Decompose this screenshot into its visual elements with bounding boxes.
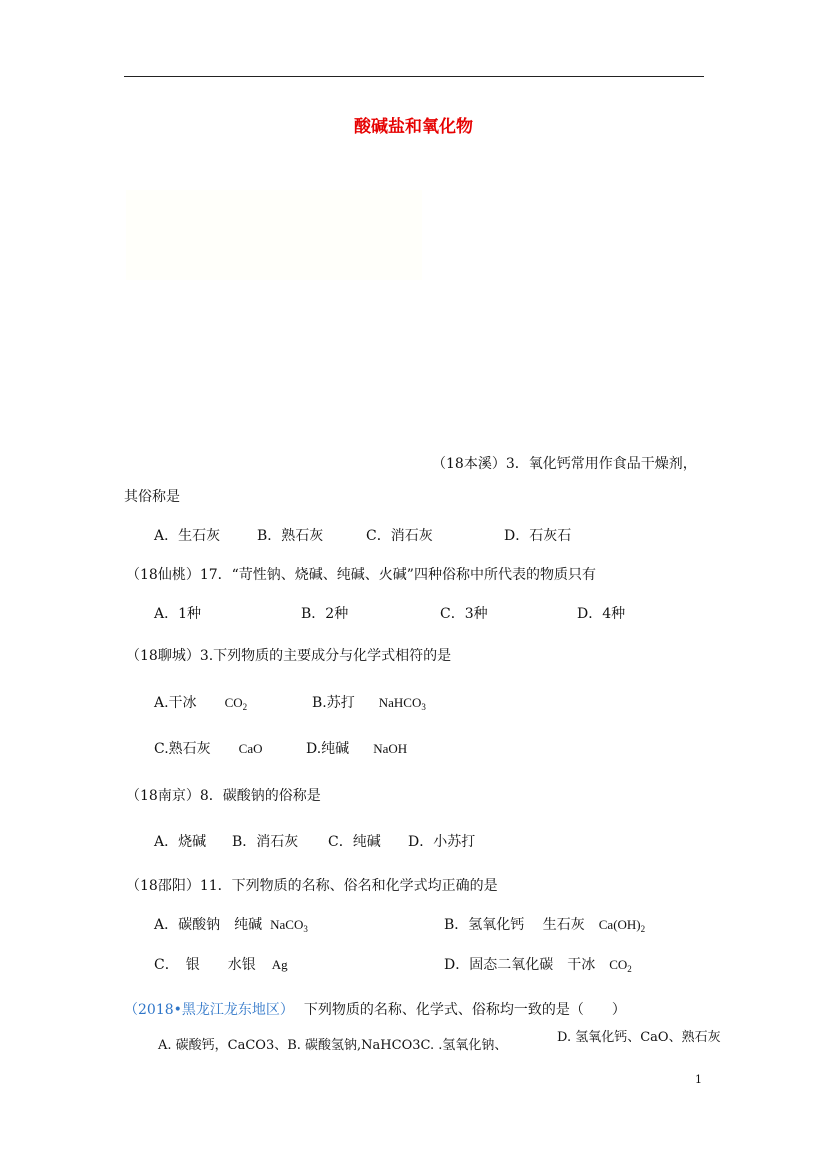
q4-option-d: D．小苏打 (408, 834, 476, 850)
q6-option-d: D. 氢氧化钙、CaO、熟石灰 (557, 1030, 721, 1045)
q5-option-b-formula: $Ca(OH)_2$ (598, 917, 646, 934)
q3-option-a-formula: $CO_2$ (224, 695, 248, 712)
q2-option-d: D．4种 (577, 606, 626, 622)
q5-option-c (154, 954, 288, 974)
q5-option-c-label: C． 银 水银 (154, 957, 256, 973)
q5-option-d (444, 954, 632, 974)
q4-stem: （18南京）8．碳酸钠的俗称是 (126, 788, 321, 804)
q6-options-abc: A. 碳酸钙，CaCO3、B. 碳酸氢钠,NaHCO3C. .氢氧化钠、 (158, 1038, 508, 1053)
q3-option-b-formula: NaHCO$_3$ (378, 695, 426, 712)
header-rule (124, 76, 704, 77)
q4-option-b: B．消石灰 (232, 834, 299, 850)
q3-option-b-label: B.苏打 (312, 695, 355, 711)
q5-option-b-label: B．氢氧化钙 生石灰 (444, 917, 585, 933)
q3-stem: （18聊城）3.下列物质的主要成分与化学式相符的是 (126, 648, 452, 664)
q5-option-a-label: A．碳酸钠 纯碱 (154, 917, 263, 933)
q2-option-a: A．1种 (154, 606, 202, 622)
q3-option-a-label: A.干冰 (154, 695, 197, 711)
q6-stem-line (124, 999, 626, 1019)
q1-option-a: A．生石灰 (154, 528, 221, 544)
q3-option-d-label: D.纯碱 (306, 741, 350, 757)
q5-option-d-label: D．固态二氧化碳 干冰 (444, 957, 596, 973)
q4-option-c: C．纯碱 (328, 834, 381, 850)
q5-option-d-formula: $CO_2$ (609, 957, 632, 974)
q1-option-c: C．消石灰 (366, 528, 433, 544)
q1-option-d: D．石灰石 (504, 528, 572, 544)
q3-option-d-formula: NaOH (373, 741, 408, 756)
q1-option-b: B．熟石灰 (257, 528, 324, 544)
q3-option-b (312, 692, 426, 712)
q4-option-a: A．烧碱 (154, 834, 207, 850)
q3-option-c (154, 738, 263, 758)
page-number: 1 (695, 1073, 702, 1086)
page-title: 酸碱盐和氧化物 (354, 117, 473, 137)
q2-option-c: C．3种 (440, 606, 488, 622)
q5-stem: （18邵阳）11．下列物质的名称、俗名和化学式均正确的是 (126, 878, 498, 894)
q5-option-b (444, 914, 645, 934)
q5-option-a (154, 914, 308, 934)
q5-option-c-formula: Ag (271, 957, 288, 972)
faint-image-area (126, 190, 422, 280)
q2-stem: （18仙桃）17．“苛性钠、烧碱、纯碱、火碱”四种俗称中所代表的物质只有 (126, 567, 596, 583)
q6-source-link[interactable]: （2018•黑龙江龙东地区） (124, 1002, 294, 1018)
q3-option-c-formula: CaO (238, 741, 263, 756)
q3-option-c-label: C.熟石灰 (154, 741, 211, 757)
q3-option-a (154, 692, 247, 712)
q6-stem: 下列物质的名称、化学式、俗称均一致的是（ ） (303, 1002, 626, 1018)
q3-option-d (306, 738, 407, 758)
q5-option-a-formula: NaCO$_3$ (270, 917, 308, 934)
q1-stem-part2: 其俗称是 (124, 489, 180, 505)
q1-stem-part1: （18本溪）3．氧化钙常用作食品干燥剂， (432, 456, 697, 472)
q2-option-b: B．2种 (301, 606, 349, 622)
